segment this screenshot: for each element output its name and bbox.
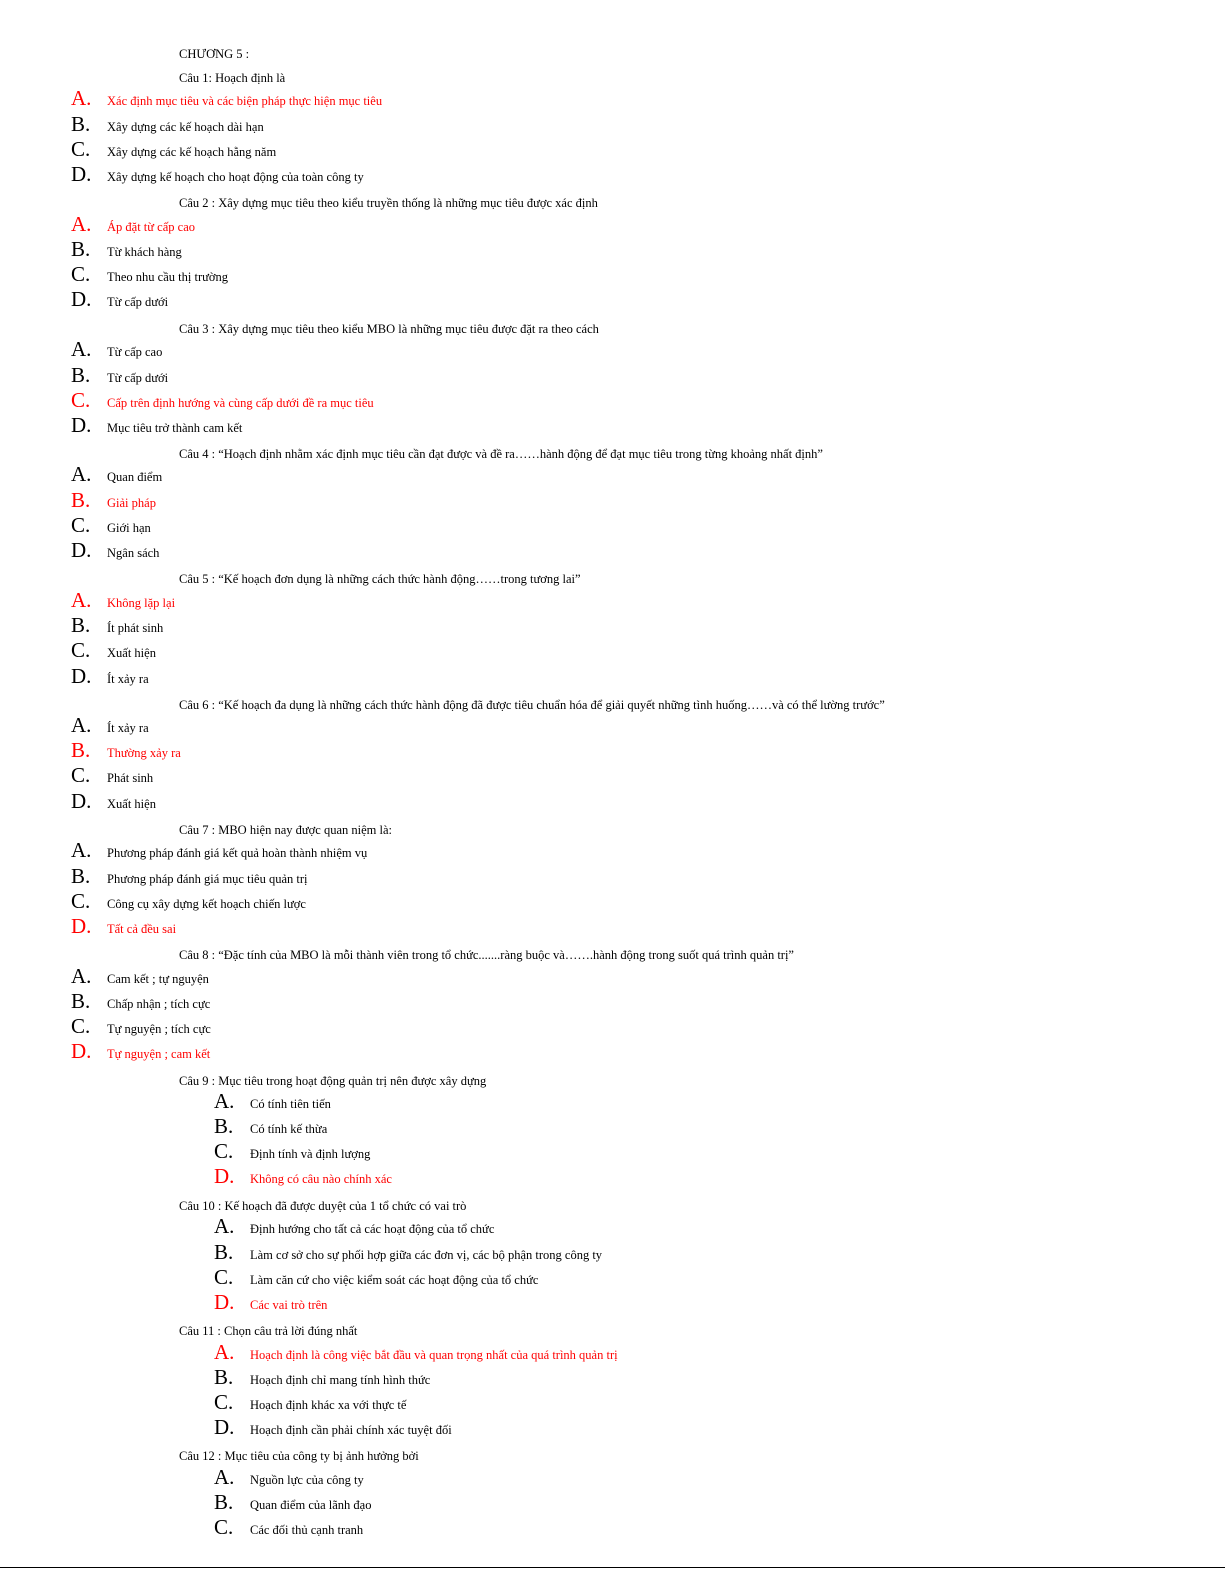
question-7-title: Câu 7 : MBO hiện nay được quan niệm là: <box>179 823 393 837</box>
option-letter: C. <box>214 1139 234 1163</box>
option-letter: C. <box>71 638 91 662</box>
option-letter: B. <box>71 989 91 1013</box>
option-text: Định tính và định lượng <box>250 1147 371 1161</box>
option-letter: A. <box>214 1465 235 1489</box>
option-text: Cam kết ; tự nguyện <box>107 972 209 986</box>
question-4-title: Câu 4 : “Hoạch định nhằm xác định mục tiêu cần đạt được và đề ra……hành động để đạt mục tiêu trong từng khoảng nhất định” <box>179 447 823 461</box>
question-2-title: Câu 2 : Xây dựng mục tiêu theo kiểu truyền thống là những mục tiêu được xác định <box>179 196 598 210</box>
option-letter: D. <box>71 538 92 562</box>
option-letter: A. <box>71 838 92 862</box>
option-letter: B. <box>214 1114 234 1138</box>
option-letter: D. <box>71 1039 92 1063</box>
option-letter: C. <box>71 262 91 286</box>
option-text: Từ cấp dưới <box>107 295 169 309</box>
option-letter: C. <box>71 763 91 787</box>
option-letter: B. <box>71 112 91 136</box>
option-letter: B. <box>214 1490 234 1514</box>
option-letter: A. <box>71 964 92 988</box>
option-letter: C. <box>214 1515 234 1539</box>
option-letter: A. <box>71 462 92 486</box>
option-letter: D. <box>71 664 92 688</box>
option-letter: B. <box>71 363 91 387</box>
option-text: Từ cấp dưới <box>107 371 169 385</box>
option-letter: B. <box>214 1365 234 1389</box>
option-text: Tự nguyện ; tích cực <box>107 1022 211 1036</box>
option-text: Giải pháp <box>107 496 156 510</box>
page-bottom-rule <box>0 1567 1225 1568</box>
option-letter: A. <box>214 1214 235 1238</box>
question-1-title: Câu 1: Hoạch định là <box>179 71 286 85</box>
chapter-title: CHƯƠNG 5 : <box>179 47 250 61</box>
option-letter: D. <box>214 1290 235 1314</box>
option-letter: C. <box>71 513 91 537</box>
question-12-title: Câu 12 : Mục tiêu của công ty bị ảnh hưởng bởi <box>179 1449 419 1463</box>
option-text: Chấp nhận ; tích cực <box>107 997 211 1011</box>
option-letter: D. <box>214 1415 235 1439</box>
option-letter: D. <box>71 287 92 311</box>
option-letter: D. <box>71 914 92 938</box>
option-text: Xây dựng các kế hoạch hằng năm <box>107 145 277 159</box>
option-text: Tất cả đều sai <box>107 922 177 936</box>
question-5-title: Câu 5 : “Kế hoạch đơn dụng là những cách thức hành động……trong tương lai” <box>179 572 581 586</box>
option-text: Ngân sách <box>107 546 160 560</box>
option-text: Hoạch định chỉ mang tính hình thức <box>250 1373 431 1387</box>
option-text: Hoạch định cần phải chính xác tuyệt đối <box>250 1423 452 1437</box>
option-letter: C. <box>71 137 91 161</box>
question-3-title: Câu 3 : Xây dựng mục tiêu theo kiểu MBO là những mục tiêu được đặt ra theo cách <box>179 322 599 336</box>
option-text: Các vai trò trên <box>250 1298 328 1312</box>
option-text: Làm cơ sở cho sự phối hợp giữa các đơn vị, các bộ phận trong công ty <box>250 1248 603 1262</box>
option-letter: A. <box>71 588 92 612</box>
option-letter: D. <box>71 789 92 813</box>
option-letter: B. <box>71 738 91 762</box>
option-text: Phương pháp đánh giá kết quả hoàn thành nhiệm vụ <box>107 846 368 860</box>
option-text: Ít phát sinh <box>107 621 164 635</box>
question-8-title: Câu 8 : “Đặc tính của MBO là mỗi thành viên trong tổ chức.......ràng buộc và…….hành động trong suốt quá trình quản trị” <box>179 948 794 962</box>
option-text: Làm căn cứ cho việc kiểm soát các hoạt động của tổ chức <box>250 1273 539 1287</box>
option-text: Quan điểm <box>107 470 163 484</box>
option-letter: D. <box>71 162 92 186</box>
option-letter: A. <box>71 337 92 361</box>
option-text: Ít xảy ra <box>107 672 149 686</box>
option-text: Các đối thủ cạnh tranh <box>250 1523 364 1537</box>
option-letter: A. <box>71 86 92 110</box>
option-text: Từ khách hàng <box>107 245 182 259</box>
option-text: Tự nguyện ; cam kết <box>107 1047 211 1061</box>
option-letter: B. <box>71 613 91 637</box>
option-text: Phát sinh <box>107 771 154 785</box>
option-letter: D. <box>214 1164 235 1188</box>
option-text: Xuất hiện <box>107 646 156 660</box>
option-letter: C. <box>214 1265 234 1289</box>
option-text: Ít xảy ra <box>107 721 149 735</box>
option-text: Từ cấp cao <box>107 345 163 359</box>
option-text: Giới hạn <box>107 521 151 535</box>
option-text: Cấp trên định hướng và cùng cấp dưới đề ra mục tiêu <box>107 396 374 410</box>
option-text: Xây dựng các kế hoạch dài hạn <box>107 120 264 134</box>
option-letter: A. <box>214 1340 235 1364</box>
option-letter: C. <box>71 388 91 412</box>
question-10-title: Câu 10 : Kế hoạch đã được duyệt của 1 tổ chức có vai trò <box>179 1199 467 1213</box>
option-letter: C. <box>71 889 91 913</box>
option-text: Không có câu nào chính xác <box>250 1172 392 1186</box>
question-6-title: Câu 6 : “Kế hoạch đa dụng là những cách thức hành động đã được tiêu chuẩn hóa để giải quyết những tình huống……và có thể lường trước” <box>179 698 885 712</box>
question-9-title: Câu 9 : Mục tiêu trong hoạt động quản trị nên được xây dựng <box>179 1074 487 1088</box>
option-text: Không lặp lại <box>107 596 176 610</box>
option-text: Hoạch định là công việc bắt đầu và quan trọng nhất của quá trình quản trị <box>250 1348 618 1362</box>
option-letter: A. <box>71 212 92 236</box>
option-letter: B. <box>71 237 91 261</box>
option-text: Mục tiêu trở thành cam kết <box>107 421 243 435</box>
option-letter: D. <box>71 413 92 437</box>
option-text: Có tính tiên tiến <box>250 1097 331 1111</box>
option-text: Xác định mục tiêu và các biện pháp thực hiện mục tiêu <box>107 94 383 108</box>
option-text: Hoạch định khác xa với thực tế <box>250 1398 407 1412</box>
option-letter: A. <box>71 713 92 737</box>
option-text: Xây dựng kế hoạch cho hoạt động của toàn công ty <box>107 170 364 184</box>
option-text: Công cụ xây dựng kết hoạch chiến lược <box>107 897 306 911</box>
option-letter: C. <box>214 1390 234 1414</box>
option-letter: B. <box>214 1240 234 1264</box>
option-letter: A. <box>214 1089 235 1113</box>
option-text: Có tính kế thừa <box>250 1122 328 1136</box>
option-text: Định hướng cho tất cả các hoạt động của tổ chức <box>250 1222 495 1236</box>
question-11-title: Câu 11 : Chọn câu trả lời đúng nhất <box>179 1324 358 1338</box>
option-text: Quan điểm của lãnh đạo <box>250 1498 372 1512</box>
option-letter: B. <box>71 864 91 888</box>
option-text: Xuất hiện <box>107 797 156 811</box>
option-text: Nguồn lực của công ty <box>250 1473 364 1487</box>
option-letter: C. <box>71 1014 91 1038</box>
option-text: Thường xảy ra <box>107 746 181 760</box>
option-letter: B. <box>71 488 91 512</box>
option-text: Phương pháp đánh giá mục tiêu quản trị <box>107 872 308 886</box>
option-text: Theo nhu cầu thị trường <box>107 270 228 284</box>
option-text: Áp đặt từ cấp cao <box>107 220 195 234</box>
